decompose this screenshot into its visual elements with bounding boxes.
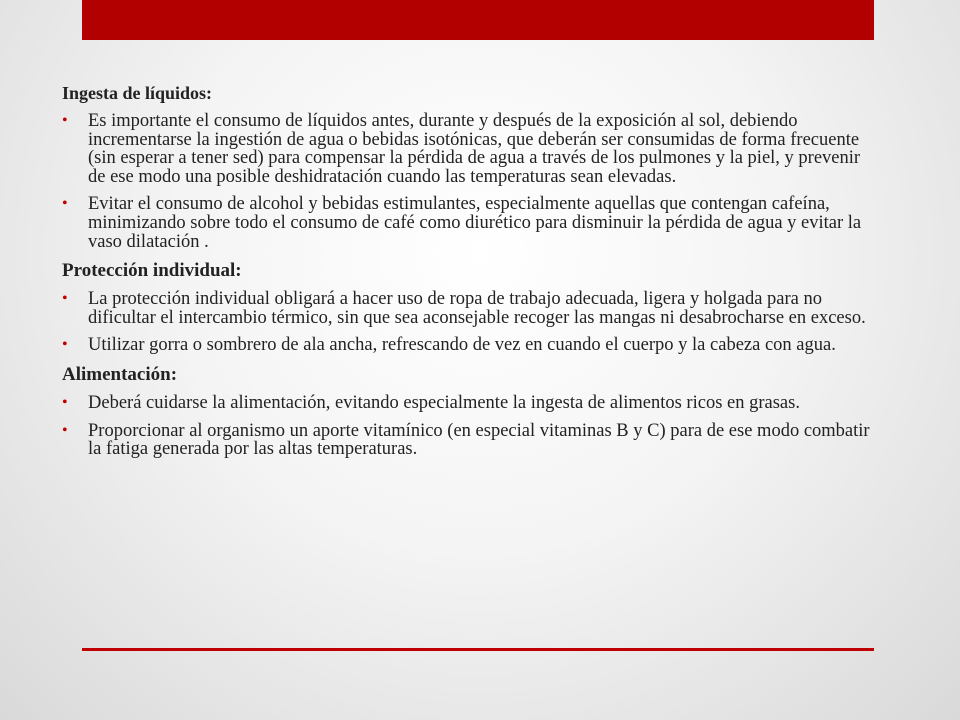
header-color-bar <box>82 0 874 40</box>
section-heading-ingesta: Ingesta de líquidos: <box>62 83 213 103</box>
footer-divider <box>82 648 874 651</box>
bullet-icon: • <box>62 336 68 354</box>
bullet-icon: • <box>62 290 68 308</box>
bullet-text: Evitar el consumo de alcohol y bebidas estimulantes, especialmente aquellas que contengan cafeína, minimizando sobre todo el consumo de café como diurético para disminuir la pérdida de agua y evitar la vaso dilatación . <box>88 194 862 252</box>
section-heading-alimentacion: Alimentación: <box>62 363 178 385</box>
bullet-icon: • <box>62 195 68 213</box>
bullet-icon: • <box>62 421 68 439</box>
section-heading-proteccion: Protección individual: <box>62 260 242 282</box>
bullet-icon: • <box>62 393 68 411</box>
bullet-text: Deberá cuidarse la alimentación, evitando especialmente la ingesta de alimentos ricos en grasas. <box>88 392 800 413</box>
list-item <box>62 195 882 251</box>
bullet-list-proteccion <box>62 290 882 355</box>
bullet-text: La protección individual obligará a hacer uso de ropa de trabajo adecuada, ligera y holgada para no dificultar el intercambio térmico, sin que sea aconsejable recoger las mangas ni desabrocharse en exceso. <box>88 289 866 328</box>
list-item <box>62 422 882 459</box>
list-item <box>62 394 882 413</box>
bullet-text: Utilizar gorra o sombrero de ala ancha, refrescando de vez en cuando el cuerpo y la cabeza con agua. <box>88 335 836 356</box>
slide-content <box>62 82 882 468</box>
bullet-list-ingesta <box>62 112 882 251</box>
list-item <box>62 336 882 355</box>
bullet-list-alimentacion <box>62 394 882 459</box>
bullet-icon: • <box>62 112 68 129</box>
list-item <box>62 290 882 327</box>
bullet-text: Proporcionar al organismo un aporte vitamínico (en especial vitaminas B y C) para de ese modo combatir la fatiga generada por las altas temperaturas. <box>88 420 870 460</box>
bullet-text: Es importante el consumo de líquidos antes, durante y después de la exposición al sol, debiendo incrementarse la ingestión de agua o bebidas isotónicas, que deberán ser consumidas de forma frecuente (sin esperar a tener sed) para compensar la pérdida de agua a través de los pulmones y la piel, y prevenir de ese modo una posible deshidratación cuando las temperaturas sean elevadas. <box>88 111 861 187</box>
list-item <box>62 112 882 186</box>
